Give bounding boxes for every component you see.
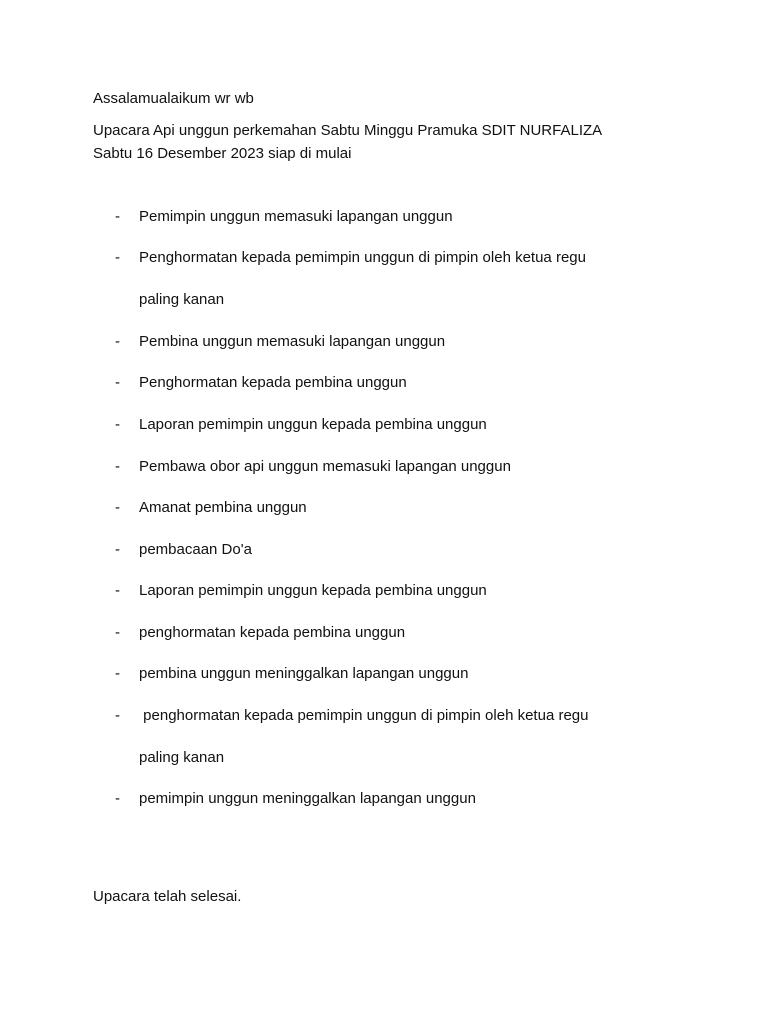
intro-line-2: Sabtu 16 Desember 2023 siap di mulai (93, 145, 352, 162)
list-item (0, 540, 768, 560)
list-item (0, 498, 768, 518)
list-item-text: Penghormatan kepada pembina unggun (139, 374, 407, 391)
list-item (0, 457, 768, 477)
list-item (0, 623, 768, 643)
bullet-dash: - (115, 624, 120, 641)
list-item-text: penghormatan kepada pembina unggun (139, 624, 406, 641)
list-item-text: Laporan pemimpin unggun kepada pembina unggun (139, 582, 487, 599)
bullet-dash: - (115, 416, 120, 433)
bullet-dash: - (115, 374, 120, 391)
list-item-continuation (0, 290, 768, 310)
list-item (0, 207, 768, 227)
bullet-dash: - (115, 582, 120, 599)
list-item-continuation-text: paling kanan (139, 291, 225, 308)
list-item-continuation (0, 748, 768, 768)
bullet-dash: - (115, 249, 120, 266)
list-item-text: Amanat pembina unggun (139, 499, 307, 516)
list-item (0, 706, 768, 726)
list-item (0, 332, 768, 352)
list-item-text: pembacaan Do'a (139, 541, 252, 558)
bullet-dash: - (115, 541, 120, 558)
list-item (0, 664, 768, 684)
bullet-dash: - (115, 458, 120, 475)
list-item-text: penghormatan kepada pemimpin unggun di pimpin oleh ketua regu (139, 707, 589, 724)
list-item-text: Pembawa obor api unggun memasuki lapangan unggun (139, 458, 511, 475)
intro-line-1: Upacara Api unggun perkemahan Sabtu Minggu Pramuka SDIT NURFALIZA (93, 122, 603, 139)
list-item-text: Penghormatan kepada pemimpin unggun di pimpin oleh ketua regu (139, 249, 586, 266)
bullet-dash: - (115, 333, 120, 350)
list-item-continuation-text: paling kanan (139, 749, 225, 766)
list-item (0, 789, 768, 809)
list-item-text: pemimpin unggun meninggalkan lapangan unggun (139, 790, 476, 807)
list-item (0, 581, 768, 601)
list-item-text: pembina unggun meninggalkan lapangan unggun (139, 665, 469, 682)
list-item (0, 248, 768, 268)
list-item-text: Pembina unggun memasuki lapangan unggun (139, 333, 446, 350)
list-item-text: Laporan pemimpin unggun kepada pembina unggun (139, 416, 487, 433)
list-item-text: Pemimpin unggun memasuki lapangan unggun (139, 208, 453, 225)
list-item (0, 415, 768, 435)
bullet-dash: - (115, 790, 120, 807)
bullet-dash: - (115, 499, 120, 516)
closing-text: Upacara telah selesai. (93, 888, 242, 905)
bullet-dash: - (115, 707, 120, 724)
list-item (0, 373, 768, 393)
greeting-text: Assalamualaikum wr wb (93, 90, 254, 107)
bullet-dash: - (115, 208, 120, 225)
bullet-dash: - (115, 665, 120, 682)
